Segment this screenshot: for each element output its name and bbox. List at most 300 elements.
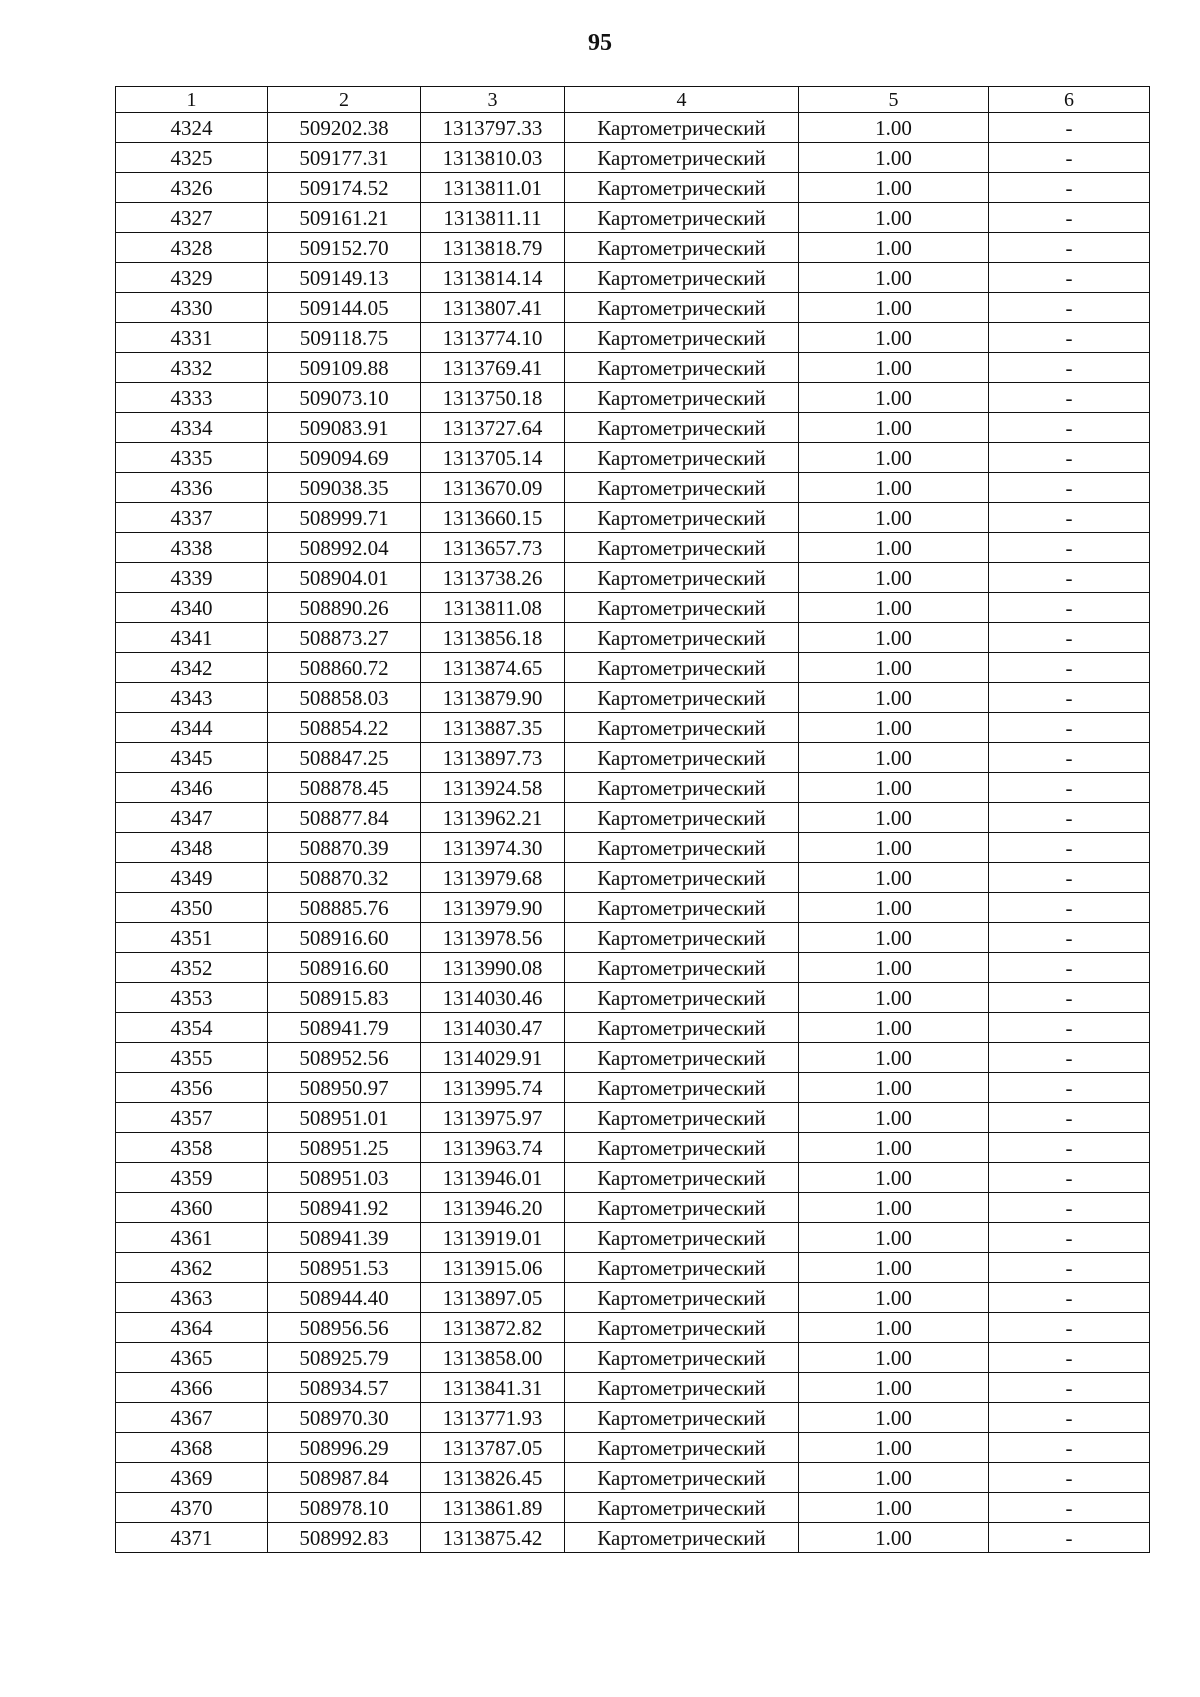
y-coordinate-cell: 1313660.15 [421,503,565,533]
y-coordinate-cell: 1313978.56 [421,923,565,953]
point-number-cell: 4330 [116,293,268,323]
x-coordinate-cell: 508951.53 [268,1253,421,1283]
accuracy-cell: 1.00 [799,683,989,713]
note-cell: - [989,173,1150,203]
y-coordinate-cell: 1313814.14 [421,263,565,293]
note-cell: - [989,293,1150,323]
method-cell: Картометрический [565,113,799,143]
table-row [116,983,1150,1013]
accuracy-cell: 1.00 [799,263,989,293]
method-cell: Картометрический [565,413,799,443]
x-coordinate-cell: 508941.39 [268,1223,421,1253]
method-cell: Картометрический [565,203,799,233]
table-row [116,593,1150,623]
x-coordinate-cell: 508941.92 [268,1193,421,1223]
column-header-3: 3 [421,87,565,113]
point-number-cell: 4327 [116,203,268,233]
note-cell: - [989,503,1150,533]
point-number-cell: 4329 [116,263,268,293]
y-coordinate-cell: 1313787.05 [421,1433,565,1463]
accuracy-cell: 1.00 [799,1283,989,1313]
y-coordinate-cell: 1313670.09 [421,473,565,503]
point-number-cell: 4349 [116,863,268,893]
method-cell: Картометрический [565,533,799,563]
point-number-cell: 4368 [116,1433,268,1463]
table-row [116,1373,1150,1403]
note-cell: - [989,1433,1150,1463]
method-cell: Картометрический [565,143,799,173]
note-cell: - [989,1463,1150,1493]
accuracy-cell: 1.00 [799,1133,989,1163]
accuracy-cell: 1.00 [799,833,989,863]
method-cell: Картометрический [565,1223,799,1253]
table-row [116,1433,1150,1463]
x-coordinate-cell: 508854.22 [268,713,421,743]
method-cell: Картометрический [565,1133,799,1163]
note-cell: - [989,893,1150,923]
note-cell: - [989,353,1150,383]
table-row [116,143,1150,173]
y-coordinate-cell: 1313769.41 [421,353,565,383]
point-number-cell: 4350 [116,893,268,923]
x-coordinate-cell: 508951.01 [268,1103,421,1133]
point-number-cell: 4354 [116,1013,268,1043]
method-cell: Картометрический [565,1493,799,1523]
table-header-row [116,87,1150,113]
point-number-cell: 4342 [116,653,268,683]
y-coordinate-cell: 1313990.08 [421,953,565,983]
y-coordinate-cell: 1313874.65 [421,653,565,683]
point-number-cell: 4353 [116,983,268,1013]
table-row [116,923,1150,953]
point-number-cell: 4343 [116,683,268,713]
table-row [116,1133,1150,1163]
note-cell: - [989,1163,1150,1193]
x-coordinate-cell: 509177.31 [268,143,421,173]
accuracy-cell: 1.00 [799,323,989,353]
note-cell: - [989,803,1150,833]
x-coordinate-cell: 508992.04 [268,533,421,563]
accuracy-cell: 1.00 [799,773,989,803]
table-row [116,1463,1150,1493]
note-cell: - [989,653,1150,683]
x-coordinate-cell: 508952.56 [268,1043,421,1073]
y-coordinate-cell: 1313919.01 [421,1223,565,1253]
point-number-cell: 4351 [116,923,268,953]
accuracy-cell: 1.00 [799,1103,989,1133]
method-cell: Картометрический [565,893,799,923]
y-coordinate-cell: 1313826.45 [421,1463,565,1493]
table-row [116,1223,1150,1253]
method-cell: Картометрический [565,1373,799,1403]
note-cell: - [989,233,1150,263]
x-coordinate-cell: 508934.57 [268,1373,421,1403]
point-number-cell: 4358 [116,1133,268,1163]
y-coordinate-cell: 1313946.01 [421,1163,565,1193]
point-number-cell: 4344 [116,713,268,743]
accuracy-cell: 1.00 [799,1013,989,1043]
note-cell: - [989,443,1150,473]
method-cell: Картометрический [565,353,799,383]
note-cell: - [989,1373,1150,1403]
accuracy-cell: 1.00 [799,143,989,173]
point-number-cell: 4345 [116,743,268,773]
accuracy-cell: 1.00 [799,1253,989,1283]
note-cell: - [989,533,1150,563]
point-number-cell: 4336 [116,473,268,503]
accuracy-cell: 1.00 [799,923,989,953]
table-row [116,683,1150,713]
method-cell: Картометрический [565,743,799,773]
note-cell: - [989,833,1150,863]
table-row [116,443,1150,473]
table-row [116,1013,1150,1043]
column-header-5: 5 [799,87,989,113]
table-row [116,1403,1150,1433]
y-coordinate-cell: 1313962.21 [421,803,565,833]
x-coordinate-cell: 508978.10 [268,1493,421,1523]
x-coordinate-cell: 509161.21 [268,203,421,233]
accuracy-cell: 1.00 [799,953,989,983]
column-header-1: 1 [116,87,268,113]
accuracy-cell: 1.00 [799,713,989,743]
x-coordinate-cell: 509073.10 [268,383,421,413]
table-row [116,1073,1150,1103]
x-coordinate-cell: 508996.29 [268,1433,421,1463]
table-body [116,113,1150,1553]
note-cell: - [989,773,1150,803]
point-number-cell: 4326 [116,173,268,203]
point-number-cell: 4360 [116,1193,268,1223]
method-cell: Картометрический [565,503,799,533]
x-coordinate-cell: 508890.26 [268,593,421,623]
method-cell: Картометрический [565,323,799,353]
x-coordinate-cell: 508992.83 [268,1523,421,1553]
table-row [116,1193,1150,1223]
point-number-cell: 4366 [116,1373,268,1403]
y-coordinate-cell: 1313858.00 [421,1343,565,1373]
accuracy-cell: 1.00 [799,1073,989,1103]
method-cell: Картометрический [565,1463,799,1493]
point-number-cell: 4339 [116,563,268,593]
note-cell: - [989,413,1150,443]
y-coordinate-cell: 1313856.18 [421,623,565,653]
y-coordinate-cell: 1313872.82 [421,1313,565,1343]
x-coordinate-cell: 508951.25 [268,1133,421,1163]
accuracy-cell: 1.00 [799,653,989,683]
y-coordinate-cell: 1314030.46 [421,983,565,1013]
y-coordinate-cell: 1313974.30 [421,833,565,863]
accuracy-cell: 1.00 [799,1313,989,1343]
point-number-cell: 4347 [116,803,268,833]
table-row [116,113,1150,143]
table-row [116,383,1150,413]
point-number-cell: 4369 [116,1463,268,1493]
point-number-cell: 4325 [116,143,268,173]
note-cell: - [989,923,1150,953]
note-cell: - [989,1043,1150,1073]
note-cell: - [989,473,1150,503]
x-coordinate-cell: 509109.88 [268,353,421,383]
accuracy-cell: 1.00 [799,473,989,503]
table-row [116,1313,1150,1343]
method-cell: Картометрический [565,1193,799,1223]
accuracy-cell: 1.00 [799,743,989,773]
point-number-cell: 4332 [116,353,268,383]
method-cell: Картометрический [565,833,799,863]
x-coordinate-cell: 508847.25 [268,743,421,773]
x-coordinate-cell: 509144.05 [268,293,421,323]
table-row [116,653,1150,683]
point-number-cell: 4346 [116,773,268,803]
point-number-cell: 4335 [116,443,268,473]
point-number-cell: 4324 [116,113,268,143]
method-cell: Картометрический [565,473,799,503]
accuracy-cell: 1.00 [799,1373,989,1403]
y-coordinate-cell: 1313897.73 [421,743,565,773]
y-coordinate-cell: 1313750.18 [421,383,565,413]
point-number-cell: 4363 [116,1283,268,1313]
y-coordinate-cell: 1313975.97 [421,1103,565,1133]
point-number-cell: 4348 [116,833,268,863]
method-cell: Картометрический [565,593,799,623]
y-coordinate-cell: 1313810.03 [421,143,565,173]
method-cell: Картометрический [565,773,799,803]
accuracy-cell: 1.00 [799,863,989,893]
point-number-cell: 4370 [116,1493,268,1523]
method-cell: Картометрический [565,1103,799,1133]
table-row [116,173,1150,203]
column-header-2: 2 [268,87,421,113]
y-coordinate-cell: 1313946.20 [421,1193,565,1223]
table-row [116,203,1150,233]
x-coordinate-cell: 508916.60 [268,953,421,983]
x-coordinate-cell: 509094.69 [268,443,421,473]
method-cell: Картометрический [565,953,799,983]
table-row [116,863,1150,893]
x-coordinate-cell: 508860.72 [268,653,421,683]
note-cell: - [989,683,1150,713]
accuracy-cell: 1.00 [799,1343,989,1373]
table-row [116,533,1150,563]
note-cell: - [989,1313,1150,1343]
note-cell: - [989,863,1150,893]
x-coordinate-cell: 508870.32 [268,863,421,893]
y-coordinate-cell: 1313841.31 [421,1373,565,1403]
note-cell: - [989,1013,1150,1043]
point-number-cell: 4367 [116,1403,268,1433]
x-coordinate-cell: 508873.27 [268,623,421,653]
y-coordinate-cell: 1313861.89 [421,1493,565,1523]
y-coordinate-cell: 1313887.35 [421,713,565,743]
table-row [116,263,1150,293]
y-coordinate-cell: 1314029.91 [421,1043,565,1073]
y-coordinate-cell: 1313979.68 [421,863,565,893]
x-coordinate-cell: 508987.84 [268,1463,421,1493]
x-coordinate-cell: 509174.52 [268,173,421,203]
note-cell: - [989,1133,1150,1163]
method-cell: Картометрический [565,1073,799,1103]
x-coordinate-cell: 508877.84 [268,803,421,833]
table-row [116,1043,1150,1073]
note-cell: - [989,203,1150,233]
y-coordinate-cell: 1313963.74 [421,1133,565,1163]
table-row [116,713,1150,743]
table-row [116,413,1150,443]
x-coordinate-cell: 508951.03 [268,1163,421,1193]
note-cell: - [989,263,1150,293]
y-coordinate-cell: 1313995.74 [421,1073,565,1103]
method-cell: Картометрический [565,653,799,683]
note-cell: - [989,323,1150,353]
table-row [116,1283,1150,1313]
method-cell: Картометрический [565,1433,799,1463]
y-coordinate-cell: 1313774.10 [421,323,565,353]
x-coordinate-cell: 509152.70 [268,233,421,263]
y-coordinate-cell: 1313771.93 [421,1403,565,1433]
y-coordinate-cell: 1313705.14 [421,443,565,473]
x-coordinate-cell: 509202.38 [268,113,421,143]
accuracy-cell: 1.00 [799,173,989,203]
y-coordinate-cell: 1313727.64 [421,413,565,443]
point-number-cell: 4352 [116,953,268,983]
table-row [116,563,1150,593]
accuracy-cell: 1.00 [799,593,989,623]
x-coordinate-cell: 508941.79 [268,1013,421,1043]
method-cell: Картометрический [565,173,799,203]
y-coordinate-cell: 1313897.05 [421,1283,565,1313]
table-row [116,1523,1150,1553]
method-cell: Картометрический [565,443,799,473]
method-cell: Картометрический [565,383,799,413]
note-cell: - [989,1073,1150,1103]
note-cell: - [989,623,1150,653]
x-coordinate-cell: 508878.45 [268,773,421,803]
table-row [116,353,1150,383]
accuracy-cell: 1.00 [799,1433,989,1463]
method-cell: Картометрический [565,623,799,653]
method-cell: Картометрический [565,1253,799,1283]
method-cell: Картометрический [565,1403,799,1433]
y-coordinate-cell: 1313879.90 [421,683,565,713]
accuracy-cell: 1.00 [799,413,989,443]
method-cell: Картометрический [565,983,799,1013]
note-cell: - [989,983,1150,1013]
note-cell: - [989,383,1150,413]
note-cell: - [989,593,1150,623]
method-cell: Картометрический [565,683,799,713]
table-row [116,773,1150,803]
accuracy-cell: 1.00 [799,1193,989,1223]
method-cell: Картометрический [565,923,799,953]
point-number-cell: 4340 [116,593,268,623]
table-row [116,833,1150,863]
x-coordinate-cell: 508925.79 [268,1343,421,1373]
point-number-cell: 4356 [116,1073,268,1103]
page-number: 95 [588,30,612,56]
x-coordinate-cell: 508915.83 [268,983,421,1013]
x-coordinate-cell: 509083.91 [268,413,421,443]
accuracy-cell: 1.00 [799,203,989,233]
table-row [116,623,1150,653]
y-coordinate-cell: 1313915.06 [421,1253,565,1283]
method-cell: Картометрический [565,1313,799,1343]
note-cell: - [989,713,1150,743]
column-header-4: 4 [565,87,799,113]
y-coordinate-cell: 1313979.90 [421,893,565,923]
accuracy-cell: 1.00 [799,533,989,563]
x-coordinate-cell: 509038.35 [268,473,421,503]
x-coordinate-cell: 508885.76 [268,893,421,923]
point-number-cell: 4355 [116,1043,268,1073]
note-cell: - [989,1343,1150,1373]
table-row [116,323,1150,353]
note-cell: - [989,1283,1150,1313]
point-number-cell: 4338 [116,533,268,563]
accuracy-cell: 1.00 [799,1043,989,1073]
method-cell: Картометрический [565,563,799,593]
method-cell: Картометрический [565,1163,799,1193]
method-cell: Картометрический [565,803,799,833]
y-coordinate-cell: 1313738.26 [421,563,565,593]
y-coordinate-cell: 1313797.33 [421,113,565,143]
note-cell: - [989,953,1150,983]
accuracy-cell: 1.00 [799,1523,989,1553]
x-coordinate-cell: 508904.01 [268,563,421,593]
x-coordinate-cell: 509149.13 [268,263,421,293]
x-coordinate-cell: 508916.60 [268,923,421,953]
table-row [116,803,1150,833]
point-number-cell: 4362 [116,1253,268,1283]
note-cell: - [989,1253,1150,1283]
method-cell: Картометрический [565,863,799,893]
x-coordinate-cell: 508944.40 [268,1283,421,1313]
note-cell: - [989,1493,1150,1523]
y-coordinate-cell: 1313807.41 [421,293,565,323]
accuracy-cell: 1.00 [799,1493,989,1523]
table-row [116,1493,1150,1523]
method-cell: Картометрический [565,1013,799,1043]
column-header-6: 6 [989,87,1150,113]
point-number-cell: 4331 [116,323,268,353]
coordinates-table [115,86,1150,1553]
point-number-cell: 4364 [116,1313,268,1343]
method-cell: Картометрический [565,1043,799,1073]
point-number-cell: 4361 [116,1223,268,1253]
table-row [116,1343,1150,1373]
table-row [116,503,1150,533]
x-coordinate-cell: 508870.39 [268,833,421,863]
x-coordinate-cell: 508999.71 [268,503,421,533]
accuracy-cell: 1.00 [799,293,989,323]
x-coordinate-cell: 509118.75 [268,323,421,353]
accuracy-cell: 1.00 [799,1223,989,1253]
point-number-cell: 4337 [116,503,268,533]
table-row [116,1253,1150,1283]
accuracy-cell: 1.00 [799,1403,989,1433]
accuracy-cell: 1.00 [799,893,989,923]
note-cell: - [989,563,1150,593]
table-row [116,233,1150,263]
note-cell: - [989,1193,1150,1223]
method-cell: Картометрический [565,1283,799,1313]
table-row [116,953,1150,983]
x-coordinate-cell: 508858.03 [268,683,421,713]
accuracy-cell: 1.00 [799,1163,989,1193]
table-row [116,1103,1150,1133]
table-row [116,743,1150,773]
method-cell: Картометрический [565,293,799,323]
